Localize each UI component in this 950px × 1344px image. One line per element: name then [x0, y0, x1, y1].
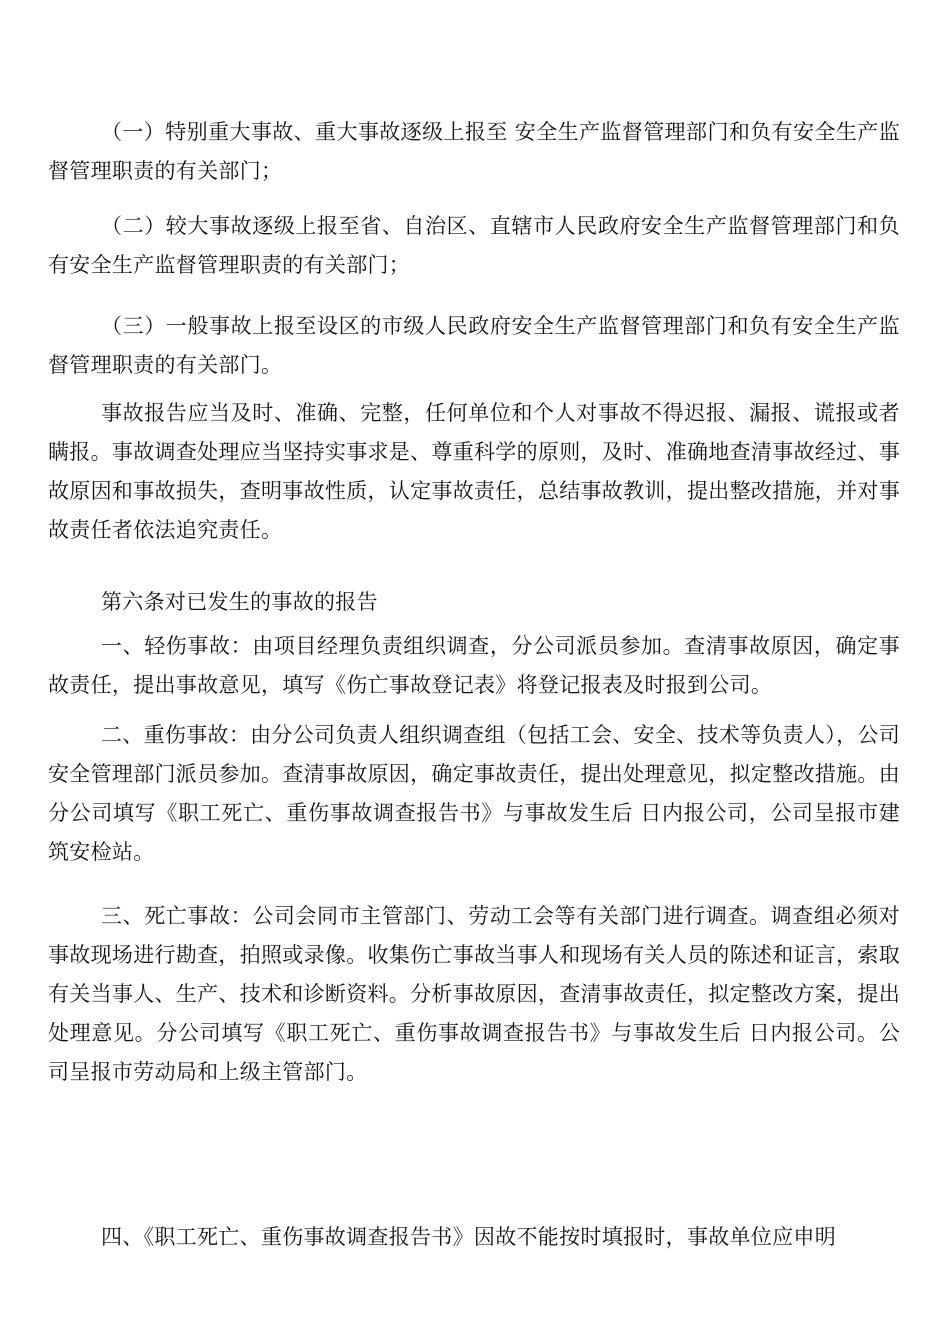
paragraph-7: 二、重伤事故：由分公司负责人组织调查组（包括工会、安全、技术等负责人），公司安全管理部门派员参加。查清事故原因，确定事故责任，提出处理意见，拟定整改措施。由分公司填写《职工死亡、重伤事故调查报告书》与事故发生后 日内报公司，公司呈报市建筑安检站。 — [48, 723, 900, 864]
paragraph-3: （三）一般事故上报至设区的市级人民政府安全生产监督管理部门和负有安全生产监督管理职责的有关部门。 — [48, 314, 900, 377]
paragraph-4: 事故报告应当及时、准确、完整，任何单位和个人对事故不得迟报、漏报、谎报或者瞒报。事故调查处理应当坚持实事求是、尊重科学的原则，及时、准确地查清事故经过、事故原因和事故损失，查明事故性质，认定事故责任，总结事故教训，提出整改措施，并对事故责任者依法追究责任。 — [48, 401, 900, 542]
paragraph-9: 四、《职工死亡、重伤事故调查报告书》因故不能按时填报时，事故单位应申明 — [101, 1225, 836, 1249]
paragraph-1: （一）特别重大事故、重大事故逐级上报至 安全生产监督管理部门和负有安全生产监督管理职责的有关部门； — [48, 120, 900, 183]
paragraph-8: 三、死亡事故：公司会同市主管部门、劳动工会等有关部门进行调查。调查组必须对事故现场进行勘查，拍照或录像。收集伤亡事故当事人和现场有关人员的陈述和证言，索取有关当事人、生产、技术和诊断资料。分析事故原因，查清事故责任，拟定整改方案，提出处理意见。分公司填写《职工死亡、重伤事故调查报告书》与事故发生后 日内报公司。公司呈报市劳动局和上级主管部门。 — [48, 904, 900, 1084]
paragraph-5: 第六条对已发生的事故的报告 — [101, 590, 378, 614]
paragraph-2: （二）较大事故逐级上报至省、自治区、直辖市人民政府安全生产监督管理部门和负有安全生产监督管理职责的有关部门； — [48, 214, 900, 277]
paragraph-6: 一、轻伤事故：由项目经理负责组织调查，分公司派员参加。查清事故原因，确定事故责任，提出事故意见，填写《伤亡事故登记表》将登记报表及时报到公司。 — [48, 634, 900, 697]
